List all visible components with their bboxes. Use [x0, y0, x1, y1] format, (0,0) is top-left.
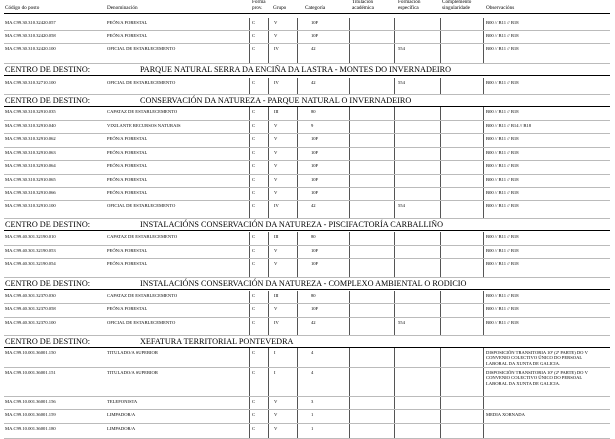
- cell-forma-prov: C: [252, 33, 256, 38]
- cell-grupo: V: [274, 20, 278, 25]
- cell-forma-prov: C: [252, 234, 256, 239]
- column-divider: [483, 161, 484, 175]
- column-divider: [268, 78, 269, 95]
- column-divider: [483, 410, 484, 424]
- table-row: [0, 348, 615, 368]
- column-divider: [249, 259, 250, 278]
- cell-observacions: CONVENIO COLECTIVO ÚNICO DO PERSOAL: [486, 355, 583, 361]
- cell-observacions: B00 // B11 // B18: [486, 136, 519, 141]
- column-divider: [249, 410, 250, 424]
- column-divider: [440, 232, 441, 246]
- cell-grupo: V: [274, 248, 278, 253]
- cell-codigo: MA.C99.10.001.36001.180: [5, 426, 56, 431]
- cell-forma-prov: C: [252, 350, 256, 355]
- cell-codigo: MA.C99.30.310.32910.040: [5, 123, 56, 128]
- cell-categoria: 42: [311, 46, 316, 51]
- row-divider: [4, 218, 610, 219]
- header-formacion: Formación específica: [398, 0, 421, 11]
- cell-forma-prov: C: [252, 150, 256, 155]
- column-divider: [394, 232, 395, 246]
- cell-codigo: MA.C99.30.310.32910.064: [5, 163, 56, 168]
- cell-forma-prov: C: [252, 109, 256, 114]
- column-divider: [249, 304, 250, 318]
- cell-categoria: 4: [311, 370, 314, 375]
- row-divider: [4, 63, 610, 64]
- center-name: INSTALACIÓNS CONSERVACIÓN DA NATUREZA - COMPLEXO AMBIENTAL O RODICIO: [140, 279, 467, 288]
- column-divider: [297, 424, 298, 439]
- cell-denominacion: PEÓN/A FORESTAL: [107, 150, 148, 155]
- cell-grupo: III: [274, 234, 279, 239]
- cell-observacions: B00 // B11 // B18: [486, 80, 519, 85]
- header-codigo: Código do posto: [5, 5, 40, 11]
- column-divider: [349, 78, 350, 95]
- table-row: [0, 78, 615, 95]
- cell-observacions: B00 // B11 // B18: [486, 46, 519, 51]
- cell-forma-prov: C: [252, 123, 256, 128]
- table-row: [0, 148, 615, 161]
- table-row: [0, 107, 615, 121]
- column-divider: [349, 134, 350, 148]
- cell-categoria: 10F: [311, 248, 319, 253]
- center-label: CENTRO DE DESTINO:: [5, 279, 91, 288]
- center-rule: [4, 289, 610, 290]
- center-rule: [4, 75, 610, 76]
- column-divider: [483, 424, 484, 439]
- table-row: [0, 410, 615, 424]
- cell-grupo: I: [274, 350, 276, 355]
- cell-forma-prov: C: [252, 163, 256, 168]
- cell-forma-prov: C: [252, 203, 256, 208]
- column-divider: [268, 348, 269, 368]
- cell-grupo: IV: [274, 46, 279, 51]
- cell-grupo: V: [274, 177, 278, 182]
- cell-codigo: MA.C99.30.310.32910.062: [5, 136, 56, 141]
- table-row: [0, 259, 615, 278]
- column-divider: [349, 348, 350, 368]
- cell-grupo: I: [274, 370, 276, 375]
- cell-observacions: B00 // B11 // B18: [486, 109, 519, 114]
- cell-denominacion: PEÓN/A FORESTAL: [107, 190, 148, 195]
- cell-forma-prov: C: [252, 20, 256, 25]
- cell-denominacion: CAPATAZ DE ESTABLECEMENTO: [107, 234, 178, 239]
- column-divider: [349, 304, 350, 318]
- cell-categoria: 10F: [311, 136, 319, 141]
- column-divider: [394, 424, 395, 439]
- cell-observacions: B00 // B11 // B18: [486, 20, 519, 25]
- center-name: XEFATURA TERRITORIAL PONTEVEDRA: [140, 337, 294, 346]
- column-divider: [483, 348, 484, 368]
- cell-denominacion: PEÓN/A FORESTAL: [107, 20, 148, 25]
- center-rule: [4, 230, 610, 231]
- cell-grupo: V: [274, 33, 278, 38]
- column-divider: [440, 201, 441, 219]
- cell-forma-prov: C: [252, 248, 256, 253]
- header-categoria: Categoría: [305, 5, 326, 11]
- column-divider: [483, 232, 484, 246]
- cell-observacions: B00 // B11 // B18: [486, 163, 519, 168]
- cell-categoria: 10F: [311, 20, 319, 25]
- column-divider: [394, 201, 395, 219]
- column-divider: [249, 368, 250, 397]
- cell-codigo: MA.C99.40.301.32190.053: [5, 248, 56, 253]
- cell-codigo: MA.C99.30.310.32420.100: [5, 46, 56, 51]
- cell-observacions: B00 // B11 // B18: [486, 177, 519, 182]
- cell-formacion: 554: [398, 46, 405, 51]
- column-divider: [349, 201, 350, 219]
- center-label: CENTRO DE DESTINO:: [5, 337, 91, 346]
- cell-observacions: DISPOSICIÓN TRANSITORIA 10ª (2ª PARTE) DO V: [486, 350, 588, 355]
- cell-denominacion: TITULADO/A SUPERIOR: [107, 350, 158, 355]
- column-divider: [349, 259, 350, 278]
- column-divider: [297, 410, 298, 424]
- cell-formacion: 554: [398, 203, 405, 208]
- column-divider: [268, 304, 269, 318]
- column-divider: [268, 232, 269, 246]
- column-divider: [297, 78, 298, 95]
- column-divider: [483, 107, 484, 121]
- column-divider: [297, 318, 298, 336]
- table-row: [0, 134, 615, 148]
- cell-codigo: MA.C99.30.310.32910.035: [5, 109, 56, 114]
- cell-codigo: MA.C99.30.310.32910.066: [5, 190, 56, 195]
- cell-grupo: V: [274, 136, 278, 141]
- cell-grupo: V: [274, 261, 278, 266]
- cell-forma-prov: C: [252, 136, 256, 141]
- row-divider: [4, 335, 610, 336]
- cell-grupo: V: [274, 306, 278, 311]
- cell-grupo: IV: [274, 80, 279, 85]
- column-divider: [297, 304, 298, 318]
- cell-categoria: 1: [311, 412, 314, 417]
- column-divider: [297, 44, 298, 64]
- cell-codigo: MA.C99.40.301.32370.058: [5, 306, 56, 311]
- cell-denominacion: PEÓN/A FORESTAL: [107, 306, 148, 311]
- cell-observacions: B00 // B11 // B18: [486, 261, 519, 266]
- cell-grupo: IV: [274, 320, 279, 325]
- column-divider: [483, 44, 484, 64]
- cell-categoria: 80: [311, 234, 316, 239]
- column-divider: [297, 201, 298, 219]
- cell-observacions: B00 // B11 // B18: [486, 306, 519, 311]
- column-divider: [268, 259, 269, 278]
- center-name: PARQUE NATURAL SERRA DA ENCIÑA DA LASTRA - MONTES DO INVERNADEIRO: [140, 65, 451, 74]
- cell-observacions: DISPOSICIÓN TRANSITORIA 10ª (2ª PARTE) DO V: [486, 370, 588, 375]
- column-divider: [249, 161, 250, 175]
- cell-codigo: MA.C99.30.310.32420.058: [5, 33, 56, 38]
- cell-categoria: 3: [311, 399, 314, 404]
- cell-grupo: V: [274, 163, 278, 168]
- column-divider: [268, 368, 269, 397]
- cell-observacions: B00 // B11 // B18: [486, 190, 519, 195]
- cell-observacions: B00 // B11 // B18: [486, 293, 519, 298]
- cell-categoria: 1: [311, 426, 314, 431]
- table-row: [0, 161, 615, 175]
- column-divider: [249, 348, 250, 368]
- cell-forma-prov: C: [252, 306, 256, 311]
- column-divider: [394, 259, 395, 278]
- cell-categoria: 80: [311, 109, 316, 114]
- cell-grupo: III: [274, 109, 279, 114]
- center-label: CENTRO DE DESTINO:: [5, 220, 91, 229]
- table-row: [0, 232, 615, 246]
- table-row: [0, 188, 615, 201]
- cell-observacions: LABORAL DA XUNTA DE GALICIA.: [486, 360, 561, 366]
- column-divider: [297, 259, 298, 278]
- cell-categoria: 4: [311, 350, 314, 355]
- cell-denominacion: VIXILANTE RECURSOS NATURAIS: [107, 123, 181, 128]
- column-divider: [440, 410, 441, 424]
- column-divider: [249, 318, 250, 336]
- cell-categoria: 10F: [311, 306, 319, 311]
- header-rule: [4, 13, 610, 14]
- cell-codigo: MA.C99.10.001.36001.159: [5, 412, 56, 417]
- cell-categoria: 10F: [311, 190, 319, 195]
- column-divider: [349, 107, 350, 121]
- cell-forma-prov: C: [252, 370, 256, 375]
- cell-forma-prov: C: [252, 399, 256, 404]
- column-divider: [394, 318, 395, 336]
- cell-denominacion: LIMPADOR/A: [107, 426, 136, 431]
- cell-categoria: 42: [311, 80, 316, 85]
- cell-grupo: V: [274, 426, 278, 431]
- cell-denominacion: OFICIAL DE ESTABLECEMENTO: [107, 203, 176, 208]
- cell-forma-prov: C: [252, 261, 256, 266]
- column-divider: [349, 318, 350, 336]
- column-divider: [268, 161, 269, 175]
- cell-denominacion: OFICIAL DE ESTABLECEMENTO: [107, 80, 176, 85]
- column-divider: [483, 78, 484, 95]
- column-divider: [268, 410, 269, 424]
- column-divider: [349, 410, 350, 424]
- cell-denominacion: CAPATAZ DE ESTABLECEMENTO: [107, 293, 178, 298]
- cell-categoria: 10F: [311, 177, 319, 182]
- table-header: [0, 0, 615, 14]
- cell-denominacion: PEÓN/A FORESTAL: [107, 177, 148, 182]
- cell-observacions: MEDIA XORNADA: [486, 412, 525, 417]
- column-divider: [268, 107, 269, 121]
- cell-observacions: B00 // B11 // B18: [486, 320, 519, 325]
- cell-codigo: MA.C99.30.310.32910.065: [5, 177, 56, 182]
- cell-categoria: 9: [311, 123, 314, 128]
- column-divider: [440, 304, 441, 318]
- column-divider: [249, 201, 250, 219]
- cell-forma-prov: C: [252, 190, 256, 195]
- column-divider: [483, 368, 484, 397]
- cell-grupo: V: [274, 190, 278, 195]
- table-row: [0, 121, 615, 134]
- column-divider: [394, 304, 395, 318]
- column-divider: [394, 134, 395, 148]
- cell-grupo: V: [274, 123, 278, 128]
- cell-denominacion: TITULADO/A SUPERIOR: [107, 370, 158, 375]
- header-denominacion: Denominación: [107, 5, 138, 11]
- table-row: [0, 368, 615, 397]
- column-divider: [349, 368, 350, 397]
- table-row: [0, 318, 615, 336]
- column-divider: [394, 161, 395, 175]
- column-divider: [297, 134, 298, 148]
- cell-categoria: 80: [311, 293, 316, 298]
- cell-forma-prov: C: [252, 177, 256, 182]
- column-divider: [268, 424, 269, 439]
- table-row: [0, 291, 615, 304]
- header-observacions: Observacións: [486, 5, 515, 11]
- cell-forma-prov: C: [252, 320, 256, 325]
- cell-grupo: V: [274, 412, 278, 417]
- column-divider: [297, 368, 298, 397]
- table-row: [0, 175, 615, 188]
- cell-observacions: B00 // B11 // B14 // B18: [486, 123, 532, 128]
- column-divider: [394, 410, 395, 424]
- column-divider: [268, 318, 269, 336]
- column-divider: [249, 134, 250, 148]
- column-divider: [349, 161, 350, 175]
- column-divider: [349, 232, 350, 246]
- cell-observacions: LABORAL DA XUNTA DE GALICIA.: [486, 380, 561, 386]
- cell-denominacion: PEÓN/A FORESTAL: [107, 136, 148, 141]
- column-divider: [440, 368, 441, 397]
- cell-forma-prov: C: [252, 46, 256, 51]
- cell-observacions: CONVENIO COLECTIVO ÚNICO DO PERSOAL: [486, 375, 583, 381]
- cell-codigo: MA.C99.10.001.36001.151: [5, 370, 56, 375]
- cell-denominacion: OFICIAL DE ESTABLECEMENTO: [107, 46, 176, 51]
- cell-observacions: B00 // B11 // B18: [486, 248, 519, 253]
- column-divider: [268, 44, 269, 64]
- column-divider: [394, 348, 395, 368]
- column-divider: [440, 107, 441, 121]
- column-divider: [483, 259, 484, 278]
- column-divider: [249, 424, 250, 439]
- column-divider: [249, 78, 250, 95]
- table-row: [0, 304, 615, 318]
- column-divider: [394, 368, 395, 397]
- center-label: CENTRO DE DESTINO:: [5, 65, 91, 74]
- cell-categoria: 10F: [311, 163, 319, 168]
- table-row: [0, 397, 615, 410]
- column-divider: [483, 134, 484, 148]
- column-divider: [297, 348, 298, 368]
- cell-categoria: 10F: [311, 33, 319, 38]
- header-forma-prov: Forma prov.: [252, 0, 266, 11]
- column-divider: [394, 107, 395, 121]
- column-divider: [268, 201, 269, 219]
- cell-denominacion: LIMPADOR/A: [107, 412, 136, 417]
- column-divider: [297, 107, 298, 121]
- column-divider: [483, 201, 484, 219]
- cell-observacions: B00 // B11 // B18: [486, 33, 519, 38]
- center-name: INSTALACIÓNS CONSERVACIÓN DA NATUREZA - PISCIFACTORÍA CARBALLIÑO: [140, 220, 444, 229]
- cell-denominacion: PEÓN/A FORESTAL: [107, 33, 148, 38]
- table-row: [0, 424, 615, 439]
- column-divider: [249, 44, 250, 64]
- column-divider: [440, 424, 441, 439]
- cell-forma-prov: C: [252, 412, 256, 417]
- cell-grupo: V: [274, 399, 278, 404]
- cell-categoria: 10F: [311, 150, 319, 155]
- cell-codigo: MA.C99.10.001.36001.150: [5, 350, 56, 355]
- column-divider: [297, 161, 298, 175]
- cell-codigo: MA.C99.30.310.32710.100: [5, 80, 56, 85]
- column-divider: [394, 78, 395, 95]
- column-divider: [249, 107, 250, 121]
- cell-codigo: MA.C99.40.301.32190.054: [5, 261, 56, 266]
- column-divider: [349, 44, 350, 64]
- column-divider: [483, 304, 484, 318]
- column-divider: [268, 134, 269, 148]
- cell-codigo: MA.C99.40.301.32370.100: [5, 320, 56, 325]
- column-divider: [249, 232, 250, 246]
- cell-formacion: 554: [398, 80, 405, 85]
- cell-forma-prov: C: [252, 426, 256, 431]
- cell-codigo: MA.C99.10.001.36001.156: [5, 399, 56, 404]
- table-row: [0, 246, 615, 259]
- center-label: CENTRO DE DESTINO:: [5, 96, 91, 105]
- cell-categoria: 10F: [311, 261, 319, 266]
- column-divider: [440, 259, 441, 278]
- column-divider: [349, 424, 350, 439]
- cell-grupo: V: [274, 150, 278, 155]
- column-divider: [483, 318, 484, 336]
- table-row: [0, 44, 615, 64]
- cell-observacions: B00 // B11 // B18: [486, 203, 519, 208]
- cell-categoria: 42: [311, 203, 316, 208]
- cell-codigo: MA.C99.30.310.32910.100: [5, 203, 56, 208]
- cell-codigo: MA.C99.30.310.32420.057: [5, 20, 56, 25]
- column-divider: [440, 44, 441, 64]
- column-divider: [394, 44, 395, 64]
- column-divider: [297, 232, 298, 246]
- cell-categoria: 42: [311, 320, 316, 325]
- cell-codigo: MA.C99.40.301.32370.030: [5, 293, 56, 298]
- cell-observacions: B00 // B11 // B18: [486, 234, 519, 239]
- column-divider: [440, 318, 441, 336]
- cell-codigo: MA.C99.30.310.32910.063: [5, 150, 56, 155]
- cell-denominacion: PEÓN/A FORESTAL: [107, 163, 148, 168]
- column-divider: [440, 78, 441, 95]
- column-divider: [440, 134, 441, 148]
- column-divider: [440, 348, 441, 368]
- cell-forma-prov: C: [252, 293, 256, 298]
- cell-observacions: B00 // B11 // B18: [486, 150, 519, 155]
- cell-denominacion: OFICIAL DE ESTABLECEMENTO: [107, 320, 176, 325]
- table-row: [0, 31, 615, 44]
- cell-denominacion: CAPATAZ DE ESTABLECEMENTO: [107, 109, 178, 114]
- row-divider: [4, 277, 610, 278]
- center-name: CONSERVACIÓN DA NATUREZA - PARQUE NATURAL O INVERNADEIRO: [140, 96, 412, 105]
- cell-denominacion: PEÓN/A FORESTAL: [107, 248, 148, 253]
- column-divider: [440, 161, 441, 175]
- table-row: [0, 18, 615, 31]
- cell-formacion: 554: [398, 320, 405, 325]
- header-grupo: Grupo: [273, 5, 287, 11]
- cell-grupo: IV: [274, 203, 279, 208]
- cell-forma-prov: C: [252, 80, 256, 85]
- row-divider: [4, 94, 610, 95]
- cell-denominacion: TELEFONISTA: [107, 399, 138, 404]
- cell-codigo: MA.C99.40.301.32190.010: [5, 234, 56, 239]
- table-row: [0, 201, 615, 219]
- cell-grupo: III: [274, 293, 279, 298]
- cell-denominacion: PEÓN/A FORESTAL: [107, 261, 148, 266]
- header-titulacion: Titulación académica: [352, 0, 374, 11]
- header-complemento: Complemento singularidade: [442, 0, 472, 11]
